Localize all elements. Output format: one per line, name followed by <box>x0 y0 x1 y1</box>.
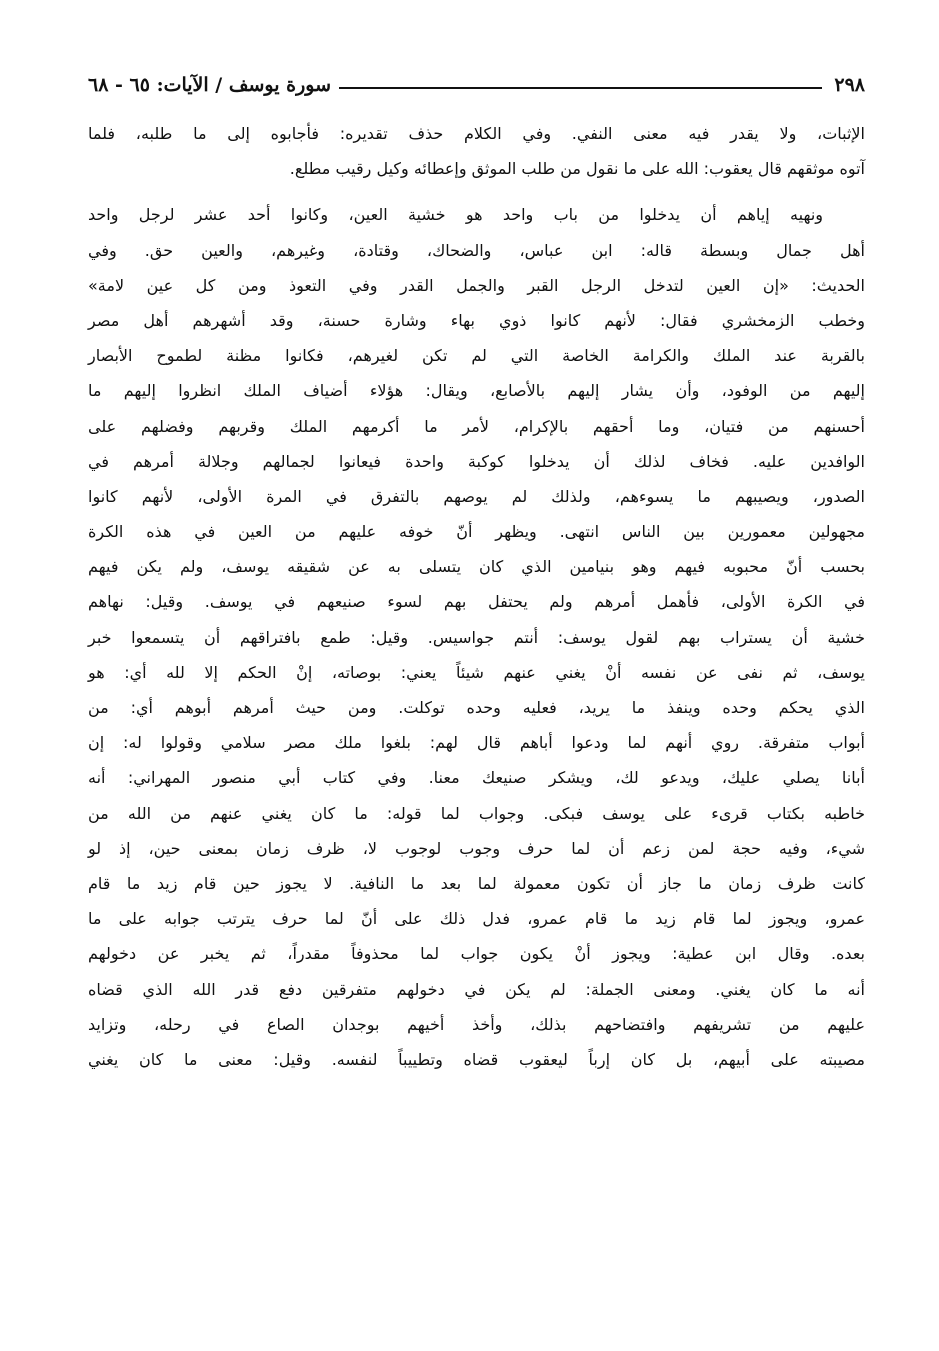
text-line: الذي يحكم وحده وينفذ ما يريد، فعليه وحده توكلت. ومن حيث أمرهم أبوهم أي: من <box>88 698 865 717</box>
text-line: الصدور، ويصيبهم ما يسوءهم، ولذلك لم يوصهم بالتفرق في المرة الأولى، لأنهم كانوا <box>88 486 865 506</box>
text-line: عليهم من تشريفهم وافتضاحهم بذلك، وأخذ أخيهم بوجدان الصاع في رحله، وتزايد <box>88 1014 865 1034</box>
text-line: الإثبات، ولا يقدر فيه معنى النفي. وفي الكلام حذف تقديره: فأجابوه إلى ما طلبه، فلما <box>88 124 865 143</box>
text-line: بالقربة عند الملك والكرامة الخاصة التي لم تكن لغيرهم، فكانوا مظنة لطموح الأبصار <box>88 346 865 366</box>
text-line: أهل جمال وبسطة قاله: ابن عباس، والضحاك، وقتادة، وغيرهم، والعين حق. وفي <box>88 240 865 260</box>
header-rule <box>339 87 822 89</box>
text-line: يوسف، ثم نفى عن نفسه أنْ يغني عنهم شيئاً يعني: بوصاته، إنْ الحكم إلا لله أي: هو <box>88 662 865 682</box>
text-line: أبواب متفرقة. روي أنهم لما ودعوا أباهم قال لهم: بلغوا ملك مصر سلامي وقولوا له: إن <box>88 733 865 753</box>
page-body <box>88 116 865 1077</box>
running-header <box>88 62 865 96</box>
paragraph-1 <box>88 116 865 186</box>
text-line: ونهيه إياهم أن يدخلوا من باب واحد هو خشية العين، وكانوا أحد عشر لرجل واحد <box>88 205 823 225</box>
text-line: بعده. وقال ابن عطية: ويجوز أنْ يكون جواب لما محذوفاً مقدراً، ثم يخبر عن دخولهم <box>88 944 865 964</box>
text-line: أنه ما كان يغني. ومعنى الجملة: لم يكن في دخولهم متفرقين دفع قدر الله الذي قضاه <box>88 979 865 999</box>
text-line: الوافدين عليه. فخاف لذلك أن يدخلوا كوكبة واحدة فيعانوا لجمالهم وجلالة أمرهم في <box>88 451 865 471</box>
text-line: عمرو، ويجوز لما قام زيد ما قام عمرو، فدل ذلك على أنّ لما حرف يترتب جوابه على ما <box>88 909 865 929</box>
text-line: شيء، وفيه حجة لمن زعم أن لما حرف وجوب لوجوب لا، ظرف زمان بمعنى حين، إذ لو <box>88 838 865 858</box>
text-line: خاطبه بكتاب قرىء على يوسف فبكى. وجواب لما قوله: ما كان يغني عنهم من الله من <box>88 803 865 823</box>
text-line: أبانا يصلي عليك، ويدعو لك، ويشكر صنيعك معنا. وفي كتاب أبي منصور المهراني: أنه <box>88 768 865 788</box>
text-line: إليهم من الوفود، وأن يشار إليهم بالأصابع، ويقال: هؤلاء أضياف الملك انظروا إليهم ما <box>88 381 865 401</box>
paragraph-gap <box>88 186 865 197</box>
text-line: مجهولين معمورين بين الناس انتهى. ويظهر أنّ خوفه عليهم من العين في هذه الكرة <box>88 522 865 542</box>
text-line: في الكرة الأولى، فأهمل أمرهم ولم يحتفل بهم لسوء صنيعهم في يوسف. وقيل: نهاهم <box>88 592 865 612</box>
surah-title: سورة يوسف / الآيات: ٦٥ - ٦٨ <box>88 74 332 96</box>
text-line: آتوه موثقهم قال يعقوب: الله على ما نقول من طلب الموثق وإعطائه وكيل رقيب مطلع. <box>289 159 865 179</box>
page-number: ٢٩٨ <box>834 74 865 96</box>
text-line: وخطب الزمخشري فقال: لأنهم كانوا ذوي بهاء وشارة حسنة، وقد أشهرهم أهل مصر <box>88 310 865 330</box>
paragraph-2 <box>88 197 865 1077</box>
text-line: خشية أن يستراب بهم لقول يوسف: أنتم جواسيس. وقيل: طمع بافتراقهم أن يتسمعوا خبر <box>88 627 865 647</box>
text-line: بحسب أنّ محبوبه فيهم وهو بنيامين الذي كان يتسلى به عن شقيقه يوسف، ولم يكن فيهم <box>88 557 865 577</box>
text-line: كانت ظرف زمان ما جاز أن تكون معمولة لما بعد ما النافية. لا يجوز حين قام زيد ما قام <box>88 873 865 893</box>
text-line: مصيبته على أبيهم، بل كان إرباً ليعقوب قضاه وتطييباً لنفسه. وقيل: معنى ما كان يغني <box>88 1049 865 1069</box>
text-line: أحسنهم من فتيان، وما أحقهم بالإكرام، لأمر ما أكرمهم الملك وقربهم وفضلهم على <box>88 416 865 436</box>
text-line: الحديث: «إن العين لتدخل الرجل القبر والجمل القدر وفي التعوذ ومن كل عين لامة» <box>88 275 865 295</box>
